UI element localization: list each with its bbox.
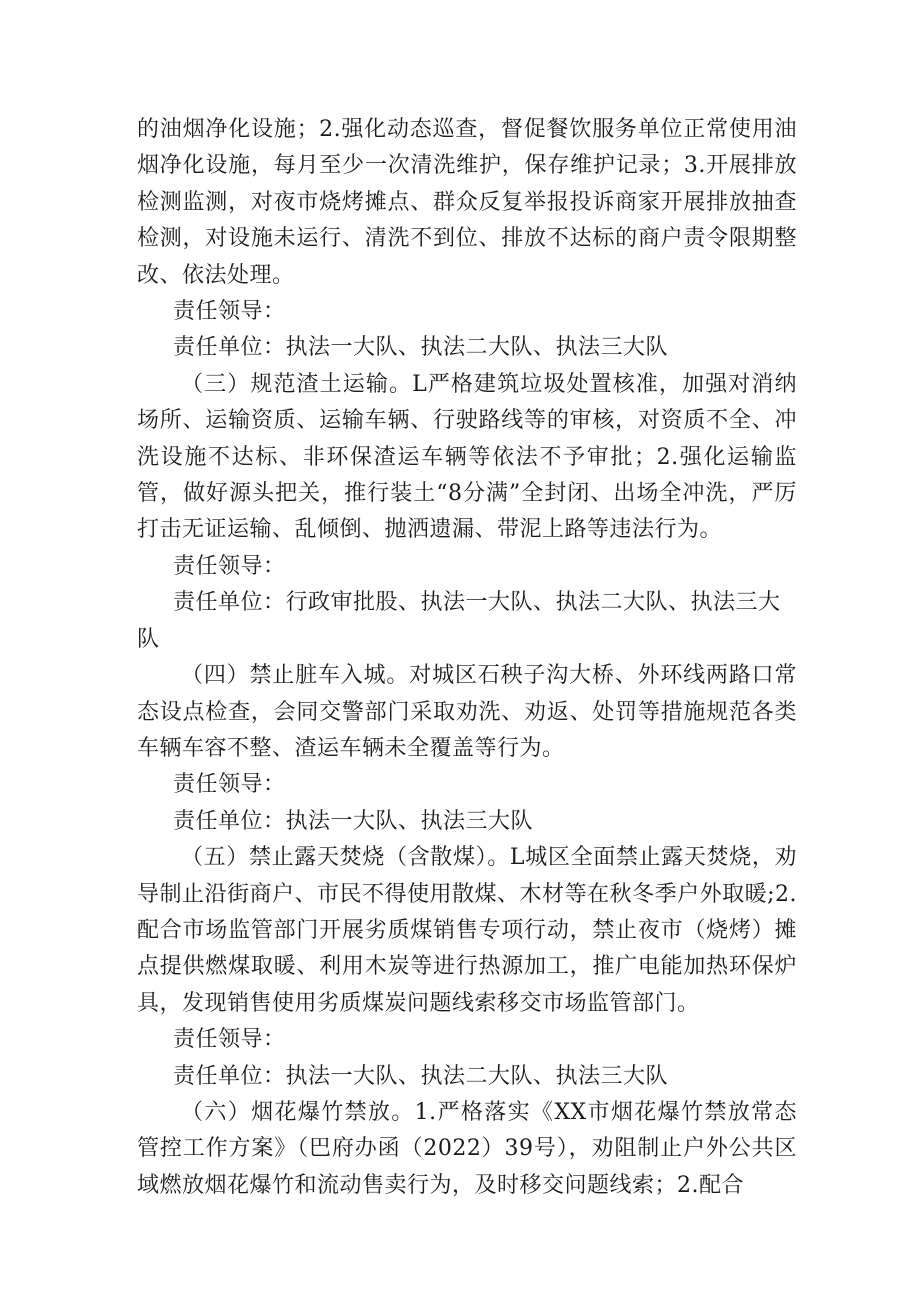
responsible-unit-line: 责任单位：执法一大队、执法三大队 [173, 808, 534, 834]
responsible-leader-line: 责任领导： [173, 553, 286, 579]
section-4-dirty-vehicles-paragraph: （四）禁止脏车入城。对城区石秧子沟大桥、外环线两路口常态设点检查，会同交警部门采取劝洗、劝返、处罚等措施规范各类车辆车容不整、渣运车辆未全覆盖等行为。 [137, 663, 797, 761]
section-5-open-burning-paragraph: （五）禁止露天焚烧（含散煤）。L城区全面禁止露天焚烧，劝导制止沿街商户、市民不得使用散煤、木材等在秋冬季户外取暖;2.配合市场监管部门开展劣质煤销售专项行动，禁止夜市（烧烤）摊点提供燃煤取暖、利用木炭等进行热源加工，推广电能加热环保炉具，发现销售使用劣质煤炭问题线索移交市场监管部门。 [137, 845, 797, 1016]
section-3-muck-transport-paragraph: （三）规范渣土运输。L严格建筑垃圾处置核准，加强对消纳场所、运输资质、运输车辆、行驶路线等的审核，对资质不全、冲洗设施不达标、非环保渣运车辆等依法不予审批；2.强化运输监管，做好源头把关，推行装土“8分满”全封闭、出场全冲洗，严厉打击无证运输、乱倾倒、抛洒遗漏、带泥上路等违法行为。 [137, 371, 797, 543]
responsible-leader-line: 责任领导： [173, 1027, 286, 1053]
responsible-unit-line: 责任单位：执法一大队、执法二大队、执法三大队 [173, 1063, 669, 1089]
responsible-leader-line: 责任领导： [173, 772, 286, 798]
section-6-fireworks-paragraph: （六）烟花爆竹禁放。1.严格落实《XX市烟花爆竹禁放常态管控工作方案》（巴府办函（2022）39号），劝阻制止户外公共区域燃放烟花爆竹和流动售卖行为，及时移交问题线索；2.配合 [137, 1099, 797, 1198]
responsible-unit-line: 责任单位：行政审批股、执法一大队、执法二大队、执法三大队 [137, 590, 781, 652]
responsible-leader-line: 责任领导： [173, 299, 286, 325]
oil-fume-measures-paragraph: 的油烟净化设施；2.强化动态巡查，督促餐饮服务单位正常使用油烟净化设施，每月至少一次清洗维护，保存维护记录；3.开展排放检测监测，对夜市烧烤摊点、群众反复举报投诉商家开展排放抽查检测，对设施未运行、清洗不到位、排放不达标的商户责令限期整改、依法处理。 [137, 117, 797, 288]
document-body [137, 112, 797, 1204]
responsible-unit-line: 责任单位：执法一大队、执法二大队、执法三大队 [173, 335, 669, 361]
